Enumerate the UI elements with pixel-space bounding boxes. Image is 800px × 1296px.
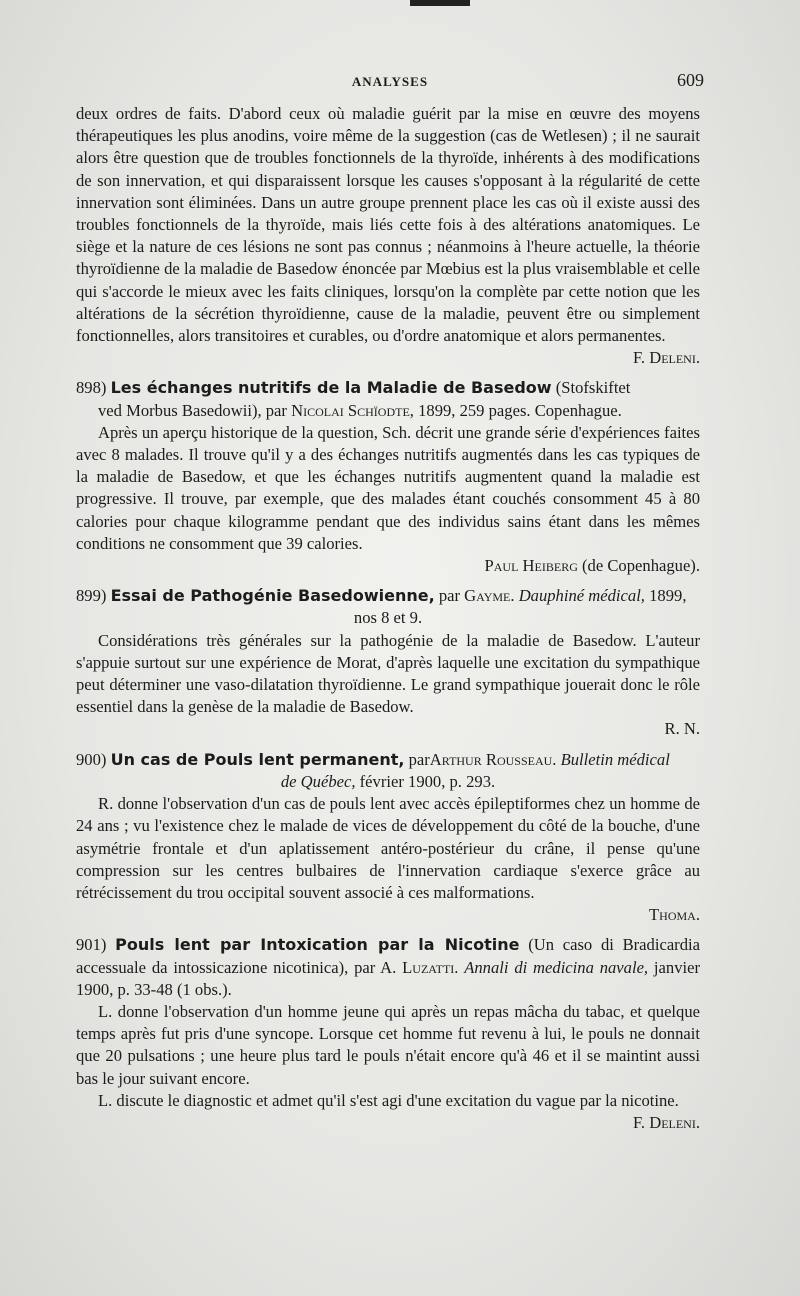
continuation-signature: F. Deleni. — [633, 348, 700, 368]
entry-898-body: Après un aperçu historique de la question, Sch. décrit une grande série d'expériences faites avec 8 malades. Il trouve qu'il y a des échanges nutritifs augmentés dans les cas typiques de la maladie de Basedow, et que les échanges nutritifs augmentent quand la maladie est progressive. Il trouve, par exemple, que des malades étant couchés consomment 45 à 80 calories pour chaque kilogramme pendant que des individus sains étant dans les mêmes conditions ne consomment que 39 calories. — [76, 422, 700, 553]
entry-900-journal: Bulletin médical — [560, 749, 670, 769]
entry-899-journal: Dauphiné médical, — [518, 586, 645, 606]
running-title: ANALYSES — [351, 74, 429, 89]
entry-901-body-2: L. discute le diagnostic et admet qu'il s'est agi d'une excitation du vague par la nicotine. — [98, 1090, 679, 1110]
entry-899-author: Gayme — [464, 586, 511, 606]
entry-901-number: 901) — [76, 935, 107, 955]
entry-900-signature: Thoma. — [649, 905, 700, 925]
entry-900-subline: de Québec, février 1900, p. 293. — [280, 771, 496, 791]
entry-901-signature: F. Deleni. — [633, 1112, 700, 1132]
entry-898-heading — [76, 377, 700, 421]
page-number: 609 — [677, 70, 704, 90]
entry-900-heading: 900) Un cas de Pouls lent permanent, parArthur Rousseau. Bulletin médical de Québec, février 1900, p. 293. — [76, 749, 700, 793]
entry-900-body: R. donne l'observation d'un cas de pouls lent avec accès épileptiformes chez un homme de 24 ans ; vu l'existence chez le malade de vices de développement du côté de la bouche, d'une asymétrie frontale et d'un aplatissement antéro-postérieur du crâne, il pense qu'une compression sur les centres bulbaires de l'innervation cardiaque s'exerce grâce au rétrécissement du trou occipital souvent associé à ces malformations. — [76, 794, 700, 902]
entry-901-body-1: L. donne l'observation d'un homme jeune qui après un repas mâcha du tabac, et quelque temps après fut pris d'une syncope. Lorsque cet homme fut revenu à lui, le pouls ne donnait que 20 pulsations ; une heure plus tard le pouls n'était encore qu'à 46 et il se maintint aussi bas le jour suivant encore. — [76, 1001, 700, 1088]
entry-899-title: Essai de Pathogénie Basedowienne, — [110, 586, 435, 606]
page-top-mark — [410, 0, 470, 6]
entry-898-ref-1: (Stofskiftet — [555, 378, 631, 398]
entry-899-number: 899) — [76, 586, 107, 606]
entry-900-number: 900) — [76, 749, 107, 769]
entry-898-author: Nicolai Schïodte — [291, 400, 410, 420]
continuation-paragraph: deux ordres de faits. D'abord ceux où maladie guérit par la mise en œuvre des moyens thérapeutiques les plus anodins, voire même de la suggestion (cas de Wetlesen) ; il ne saurait alors être question que de troubles fonctionnels de la thyroïde, inhérents à des modifications de son innervation, et qui disparaissent lorsque les causes s'opposant à la régularité de cette innervation sont éliminées. Dans un autre groupe prennent place les cas où il existe aussi des troubles fonctionnels de la thyroïde, mais liés cette fois à des altérations anatomiques. Le siège et la nature de ces lésions ne sont pas connus ; néanmoins à l'heure actuelle, la théorie thyroïdienne de la maladie de Basedow énoncée par Mœbius est la plus vraisemblable et celle qui s'accorde le mieux avec les faits cliniques, lorsqu'on la complète par cette notion que les altérations de la sécrétion thyroïdienne, cause de la maladie, peuvent être ou simplement fonctionnelles, alors transitoires et curables, ou d'ordre anatomique et alors permanentes. — [76, 104, 700, 346]
entry-899-heading: 899) Essai de Pathogénie Basedowienne, par Gayme. Dauphiné médical, 1899, nos 8 et 9. — [76, 585, 700, 629]
entry-900-title: Un cas de Pouls lent permanent, — [110, 749, 405, 769]
entry-898-signature: Paul Heiberg (de Copenhague). — [484, 556, 700, 576]
running-head — [76, 70, 704, 96]
entry-899-body: Considérations très générales sur la pathogénie de la maladie de Basedow. L'auteur s'appuie surtout sur une expérience de Morat, d'après laquelle une excitation du sympathique peut déterminer une vaso-dilatation thyroïdienne. Le grand sympathique jouerait donc le rôle essentiel dans la genèse de la maladie de Basedow. — [76, 630, 700, 717]
entry-899-subline: nos 8 et 9. — [353, 608, 423, 628]
entry-901-journal: Annali di medicina navale, — [464, 957, 649, 977]
entry-901-title: Pouls lent par Intoxication par la Nicotine — [115, 935, 520, 955]
page-body — [76, 103, 700, 1134]
entry-898-subline: ved Morbus Basedowii), par Nicolai Schïodte, 1899, 259 pages. Copenhague. — [98, 400, 622, 420]
entry-901-heading: 901) Pouls lent par Intoxication par la Nicotine (Un caso di Bradicardia accessuale da intossicazione nicotinica), par A. Luzatti. Annali di medicina navale, janvier 1900, p. 33-48 (1 obs.). — [76, 935, 700, 999]
entry-899-signature: R. N. — [664, 719, 700, 739]
entry-901-author: Luzatti — [402, 957, 455, 977]
entry-898-number: 898) — [76, 378, 107, 398]
entry-898-title: Les échanges nutritifs de la Maladie de Basedow — [110, 378, 552, 398]
entry-900-author: Arthur Rousseau — [429, 749, 553, 769]
